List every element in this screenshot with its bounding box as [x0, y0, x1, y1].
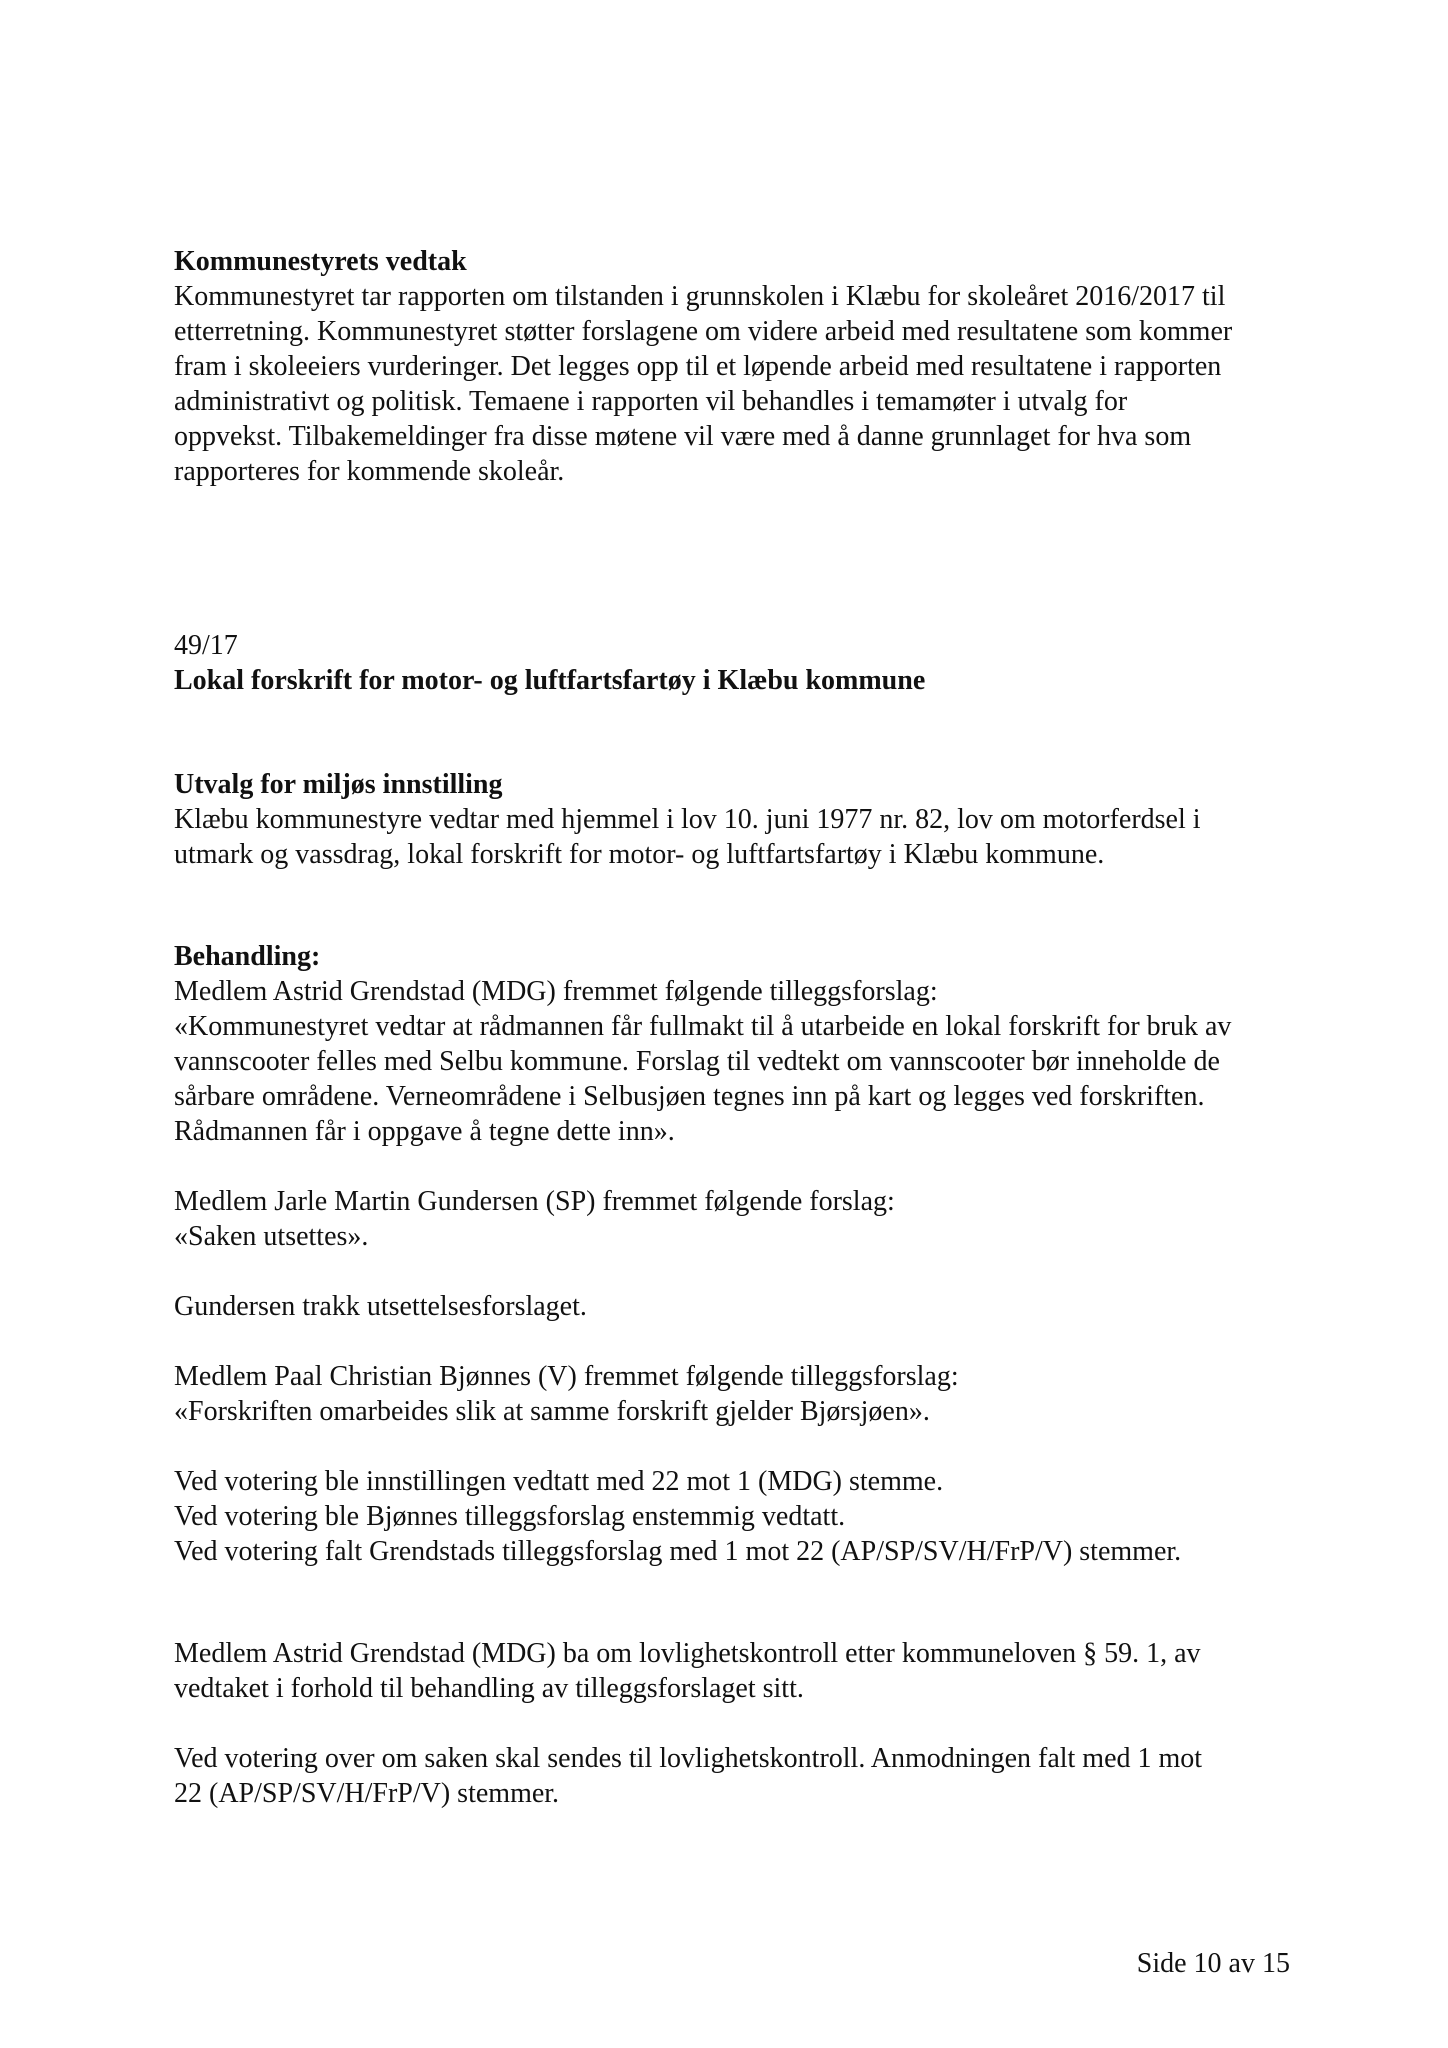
- recommendation-section: [174, 767, 1294, 872]
- treatment-line: Ved votering over om saken skal sendes til lovlighetskontroll. Anmodningen falt med 1 mot: [174, 1743, 1203, 1774]
- treatment-paragraph: [174, 1184, 1294, 1254]
- treatment-line: sårbare områdene. Verneområdene i Selbusjøen tegnes inn på kart og legges ved forskriften.: [174, 1081, 1205, 1112]
- treatment-line: 22 (AP/SP/SV/H/FrP/V) stemmer.: [174, 1778, 560, 1809]
- treatment-line: Medlem Astrid Grendstad (MDG) ba om lovlighetskontroll etter kommuneloven § 59. 1, av: [174, 1638, 1201, 1669]
- case-number: 49/17: [174, 630, 238, 661]
- treatment-line: Rådmannen får i oppgave å tegne dette inn».: [174, 1116, 675, 1147]
- treatment-line: «Kommunestyret vedtar at rådmannen får fullmakt til å utarbeide en lokal forskrift for bruk av: [174, 1011, 1232, 1042]
- legality-vote: [174, 1741, 1294, 1811]
- council-decision-line: Kommunestyret tar rapporten om tilstanden i grunnskolen i Klæbu for skoleåret 2016/2017 til: [174, 281, 1226, 312]
- voting-line: Ved votering ble Bjønnes tilleggsforslag enstemmig vedtatt.: [174, 1501, 846, 1532]
- council-decision-section: [174, 244, 1294, 489]
- council-decision-line: oppvekst. Tilbakemeldinger fra disse møtene vil være med å danne grunnlaget for hva som: [174, 421, 1192, 452]
- council-decision-line: fram i skoleeiers vurderinger. Det legges opp til et løpende arbeid med resultatene i rapporten: [174, 351, 1222, 382]
- treatment-line: vannscooter felles med Selbu kommune. Forslag til vedtekt om vannscooter bør inneholde de: [174, 1046, 1220, 1077]
- treatment-line: «Forskriften omarbeides slik at samme forskrift gjelder Bjørsjøen».: [174, 1396, 930, 1427]
- recommendation-line: utmark og vassdrag, lokal forskrift for motor- og luftfartsfartøy i Klæbu kommune.: [174, 839, 1105, 870]
- case-title: Lokal forskrift for motor- og luftfartsfartøy i Klæbu kommune: [174, 665, 926, 696]
- treatment-paragraph: [174, 1289, 1294, 1324]
- recommendation-line: Klæbu kommunestyre vedtar med hjemmel i lov 10. juni 1977 nr. 82, lov om motorferdsel i: [174, 804, 1201, 835]
- treatment-line: Medlem Astrid Grendstad (MDG) fremmet følgende tilleggsforslag:: [174, 976, 938, 1007]
- voting-line: Ved votering falt Grendstads tilleggsforslag med 1 mot 22 (AP/SP/SV/H/FrP/V) stemmer.: [174, 1536, 1182, 1567]
- voting-results: [174, 1464, 1294, 1569]
- recommendation-heading: Utvalg for miljøs innstilling: [174, 769, 503, 800]
- treatment-line: Medlem Jarle Martin Gundersen (SP) fremmet følgende forslag:: [174, 1186, 895, 1217]
- council-decision-line: rapporteres for kommende skoleår.: [174, 456, 565, 487]
- treatment-line: «Saken utsettes».: [174, 1221, 369, 1252]
- treatment-paragraph: [174, 1359, 1294, 1429]
- voting-line: Ved votering ble innstillingen vedtatt med 22 mot 1 (MDG) stemme.: [174, 1466, 944, 1497]
- treatment-line: Medlem Paal Christian Bjønnes (V) fremmet følgende tilleggsforslag:: [174, 1361, 959, 1392]
- treatment-line: Gundersen trakk utsettelsesforslaget.: [174, 1291, 587, 1322]
- treatment-heading: Behandling:: [174, 941, 321, 972]
- council-decision-line: administrativt og politisk. Temaene i rapporten vil behandles i temamøter i utvalg for: [174, 386, 1128, 417]
- treatment-section: [174, 939, 1294, 1149]
- council-decision-heading: Kommunestyrets vedtak: [174, 246, 467, 277]
- case-header: [174, 628, 1294, 698]
- legality-request: [174, 1636, 1294, 1706]
- council-decision-line: etterretning. Kommunestyret støtter forslagene om videre arbeid med resultatene som kommer: [174, 316, 1233, 347]
- page-number: Side 10 av 15: [1136, 1948, 1290, 1979]
- treatment-line: vedtaket i forhold til behandling av tilleggsforslaget sitt.: [174, 1673, 804, 1704]
